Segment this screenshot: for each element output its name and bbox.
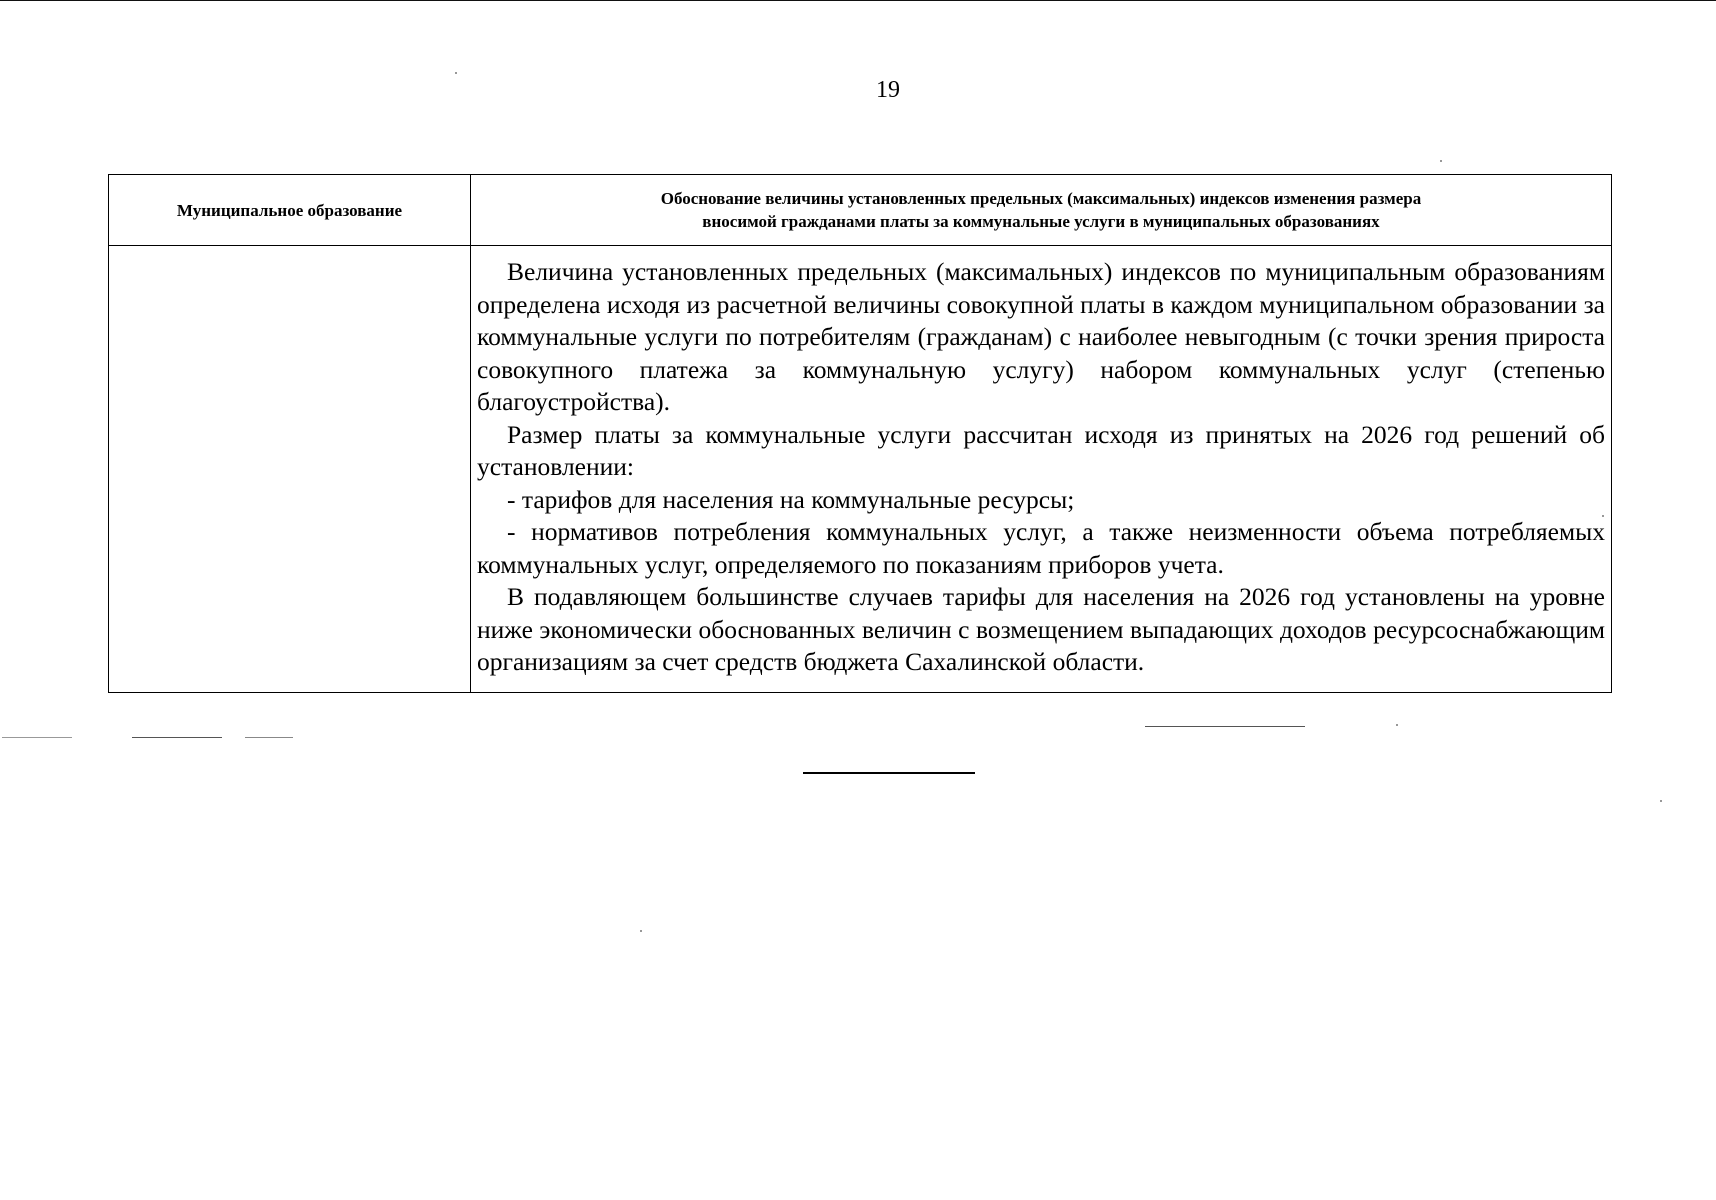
cell-municipality	[109, 246, 471, 692]
table-row	[109, 246, 1611, 692]
paragraph-payment-size: Размер платы за коммунальные услуги рассчитан исходя из принятых на 2026 год решений об установлении:	[477, 419, 1605, 481]
list-item-norms: - нормативов потребления коммунальных услуг, а также неизменности объема потребляемых коммунальных услуг, определяемого по показаниям приборов учета.	[477, 517, 1605, 579]
header-justification-line-1: Обоснование величины установленных предельных (максимальных) индексов изменения размера	[660, 189, 1422, 208]
paragraph-indices: Величина установленных предельных (максимальных) индексов по муниципальным образованиям определена исходя из расчетной величины совокупной платы в каждом муниципальном образовании за коммунальные услуги по потребителям (гражданам) с наиболее невыгодным (с точки зрения прироста совокупного платежа за коммунальную услугу) набором коммунальных услуг (степенью благоустройства).	[477, 257, 1605, 416]
scan-speck	[1660, 800, 1662, 802]
scan-speck	[1602, 515, 1604, 517]
page-number: 19	[876, 77, 900, 103]
scan-edge-line	[0, 0, 1716, 1]
table-header-row	[109, 175, 1611, 246]
end-of-section-rule	[803, 772, 975, 774]
list-item-tariffs: - тарифов для населения на коммунальные ресурсы;	[507, 484, 1075, 514]
header-justification-line-2: вносимой гражданами платы за коммунальные услуги в муниципальных образованиях	[702, 212, 1380, 231]
scan-artifact-line	[245, 737, 293, 738]
cell-justification	[471, 246, 1611, 692]
scan-artifact-line	[132, 737, 222, 738]
scan-speck	[640, 930, 642, 932]
scan-artifact-line	[1145, 726, 1305, 727]
header-municipality: Муниципальное образование	[109, 175, 471, 245]
justification-table	[108, 174, 1612, 693]
scan-speck	[1440, 160, 1442, 162]
paragraph-tariffs-below: В подавляющем большинстве случаев тарифы для населения на 2026 год установлены на уровне ниже экономически обоснованных величин с возмещением выпадающих доходов ресурсоснабжающим организациям за счет средств бюджета Сахалинской области.	[477, 582, 1605, 676]
scan-speck	[1396, 724, 1398, 726]
scan-artifact-line	[2, 737, 72, 738]
header-justification	[471, 175, 1611, 245]
scan-speck	[455, 72, 457, 74]
